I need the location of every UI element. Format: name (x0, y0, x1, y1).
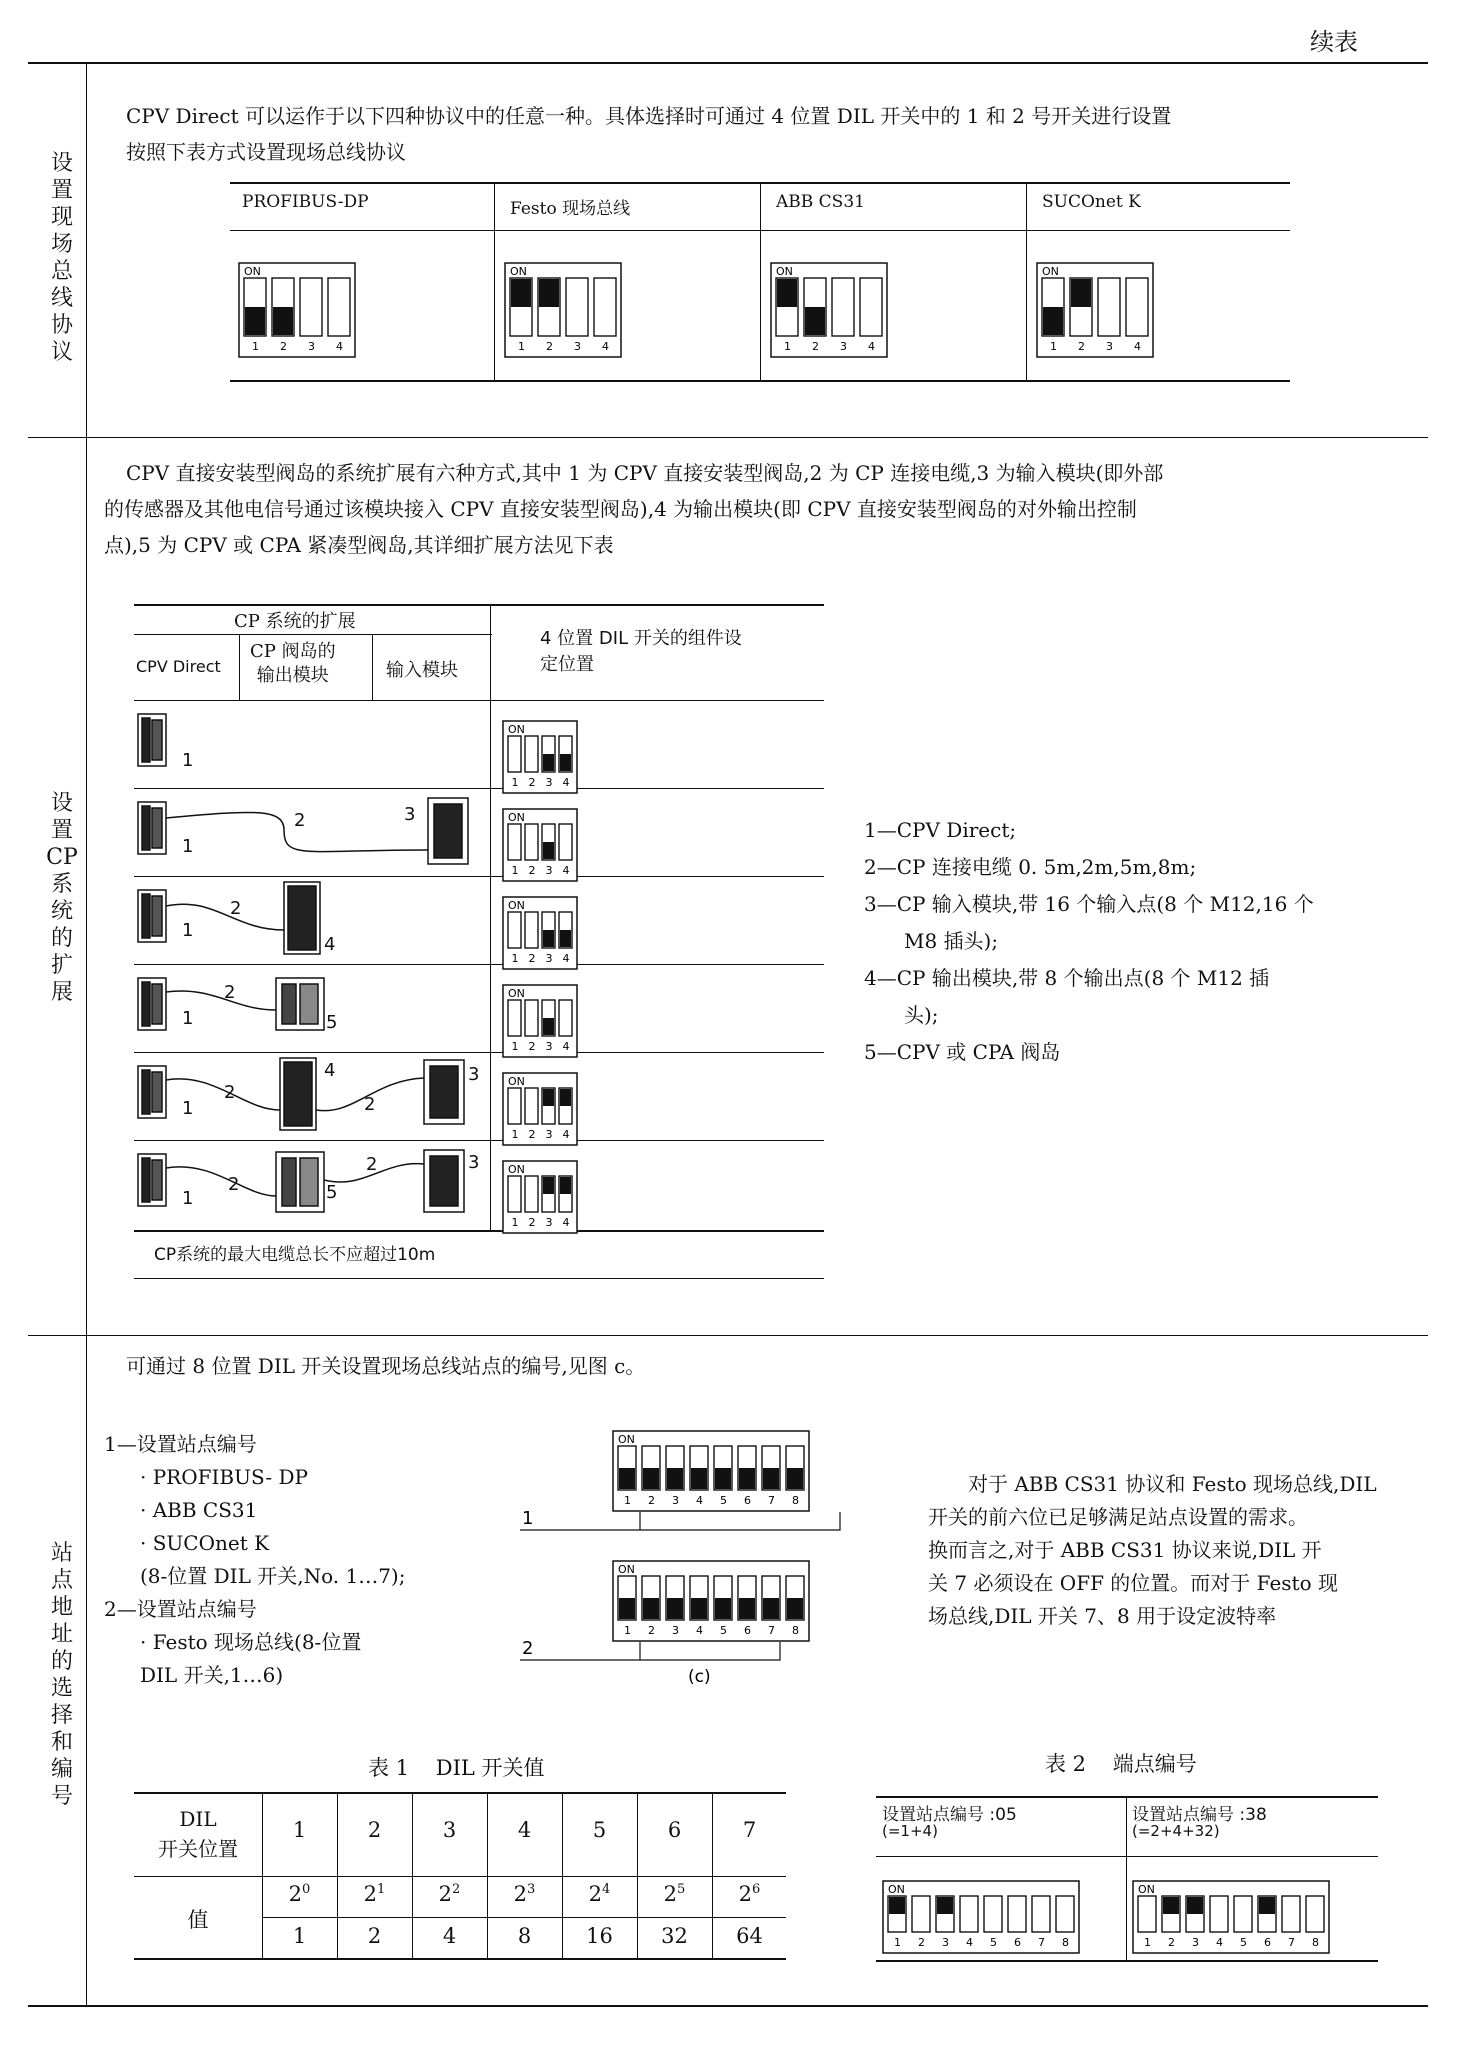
label-2: 2 (366, 1154, 378, 1175)
svg-text:ON: ON (510, 265, 527, 278)
station-list (104, 1428, 405, 1692)
svg-text:1: 1 (518, 340, 525, 353)
side-label-station: 站点地址的选择和编号 (50, 1541, 73, 1809)
svg-text:1: 1 (511, 1040, 519, 1053)
table1-value: 64 (736, 1924, 763, 1948)
table1-value: 1 (292, 1924, 307, 1948)
dil-graphic (502, 1160, 578, 1234)
svg-text:5: 5 (1240, 1936, 1247, 1949)
dil-graphic (502, 720, 578, 794)
svg-text:4: 4 (602, 340, 609, 353)
station-note (928, 1468, 1377, 1633)
table1-value: 2 (367, 1924, 382, 1948)
svg-text:2: 2 (528, 864, 536, 877)
dil-graphic (1036, 262, 1154, 358)
dil-graphic (502, 984, 578, 1058)
fig-label-1: 1 (522, 1508, 534, 1529)
label-3: 3 (468, 1152, 480, 1173)
protocol-name: ABB CS31 (776, 192, 865, 212)
svg-text:4: 4 (336, 340, 343, 353)
svg-text:ON: ON (508, 811, 525, 824)
table2-cell-sub: (=2+4+32) (1132, 1822, 1220, 1840)
table1-position: 5 (592, 1818, 607, 1842)
svg-text:1: 1 (784, 340, 791, 353)
station-list-item: · PROFIBUS- DP (140, 1465, 308, 1489)
station-list-item: · SUCOnet K (140, 1531, 270, 1555)
svg-text:3: 3 (545, 1040, 553, 1053)
svg-text:6: 6 (744, 1494, 751, 1507)
svg-text:3: 3 (574, 340, 581, 353)
note-line: 场总线,DIL 开关 7、8 用于设定波特率 (928, 1604, 1277, 1628)
svg-text:8: 8 (792, 1494, 799, 1507)
svg-text:2: 2 (648, 1624, 655, 1637)
protocol-intro2: 按照下表方式设置现场总线协议 (126, 140, 406, 164)
table1-position: 7 (742, 1818, 757, 1842)
svg-text:2: 2 (528, 1128, 536, 1141)
svg-text:7: 7 (1288, 1936, 1295, 1949)
note-line: 换而言之,对于 ABB CS31 协议来说,DIL 开 (928, 1538, 1322, 1562)
svg-text:2: 2 (528, 952, 536, 965)
left-column-rule (86, 62, 87, 2007)
note-line: 对于 ABB CS31 协议和 Festo 现场总线,DIL (968, 1472, 1377, 1496)
svg-text:4: 4 (966, 1936, 973, 1949)
svg-text:1: 1 (511, 776, 519, 789)
table1-row-label: DIL 开关位置 (158, 1807, 238, 1861)
svg-text:4: 4 (562, 1040, 570, 1053)
svg-text:7: 7 (768, 1624, 775, 1637)
label-2: 2 (228, 1174, 240, 1195)
svg-text:1: 1 (1144, 1936, 1151, 1949)
svg-text:3: 3 (545, 1216, 553, 1229)
svg-text:1: 1 (894, 1936, 901, 1949)
svg-text:2: 2 (812, 340, 819, 353)
svg-text:5: 5 (720, 1494, 727, 1507)
label-1: 1 (182, 920, 194, 941)
dil-graphic (502, 1072, 578, 1146)
protocol-table (230, 182, 1290, 382)
protocol-intro: CPV Direct 可以运作于以下四种协议中的任意一种。具体选择时可通过 4 位置 DIL 开关中的 1 和 2 号开关进行设置 (126, 104, 1172, 128)
legend-item: 2—CP 连接电缆 0. 5m,2m,5m,8m; (864, 855, 1197, 879)
label-3: 3 (468, 1064, 480, 1085)
svg-text:2: 2 (1168, 1936, 1175, 1949)
table1-power: $2^1$ (363, 1882, 386, 1906)
svg-text:3: 3 (308, 340, 315, 353)
top-rule (28, 62, 1428, 64)
protocol-name: SUCOnet K (1042, 192, 1141, 212)
note-line: 开关的前六位已足够满足站点设置的需求。 (928, 1505, 1308, 1529)
legend-item: 头); (904, 1003, 939, 1027)
legend-item: 3—CP 输入模块,带 16 个输入点(8 个 M12,16 个 (864, 892, 1314, 916)
svg-text:3: 3 (1192, 1936, 1199, 1949)
svg-text:3: 3 (942, 1936, 949, 1949)
dil-switch-4 (502, 984, 578, 1062)
svg-text:5: 5 (990, 1936, 997, 1949)
svg-text:1: 1 (511, 1216, 519, 1229)
svg-text:ON: ON (244, 265, 261, 278)
svg-text:ON: ON (618, 1433, 635, 1446)
svg-text:6: 6 (1264, 1936, 1271, 1949)
legend-item: 5—CPV 或 CPA 阀岛 (864, 1040, 1061, 1064)
svg-text:ON: ON (1042, 265, 1059, 278)
label-5: 5 (326, 1182, 338, 1203)
svg-text:3: 3 (545, 776, 553, 789)
cp-diagrams (134, 700, 490, 1230)
dil-graphic (502, 808, 578, 882)
dil-switch-4 (502, 1072, 578, 1150)
svg-text:ON: ON (776, 265, 793, 278)
cp-col-input: 输入模块 (386, 660, 458, 681)
legend-item: 4—CP 输出模块,带 8 个输出点(8 个 M12 插 (864, 966, 1270, 990)
table2-cell-sub: (=1+4) (882, 1822, 938, 1840)
fig-label-2: 2 (522, 1638, 534, 1659)
station-list-item: · Festo 现场总线(8-位置 (140, 1630, 362, 1654)
table1-position: 1 (292, 1818, 307, 1842)
label-2: 2 (230, 898, 242, 919)
svg-text:4: 4 (1134, 340, 1141, 353)
svg-text:3: 3 (1106, 340, 1113, 353)
side-label-cp: 设置CP系统的扩展 (46, 791, 78, 1005)
svg-text:2: 2 (528, 776, 536, 789)
dil-graphic (882, 1880, 1080, 1954)
table1-power: $2^2$ (438, 1882, 461, 1906)
svg-text:6: 6 (744, 1624, 751, 1637)
svg-text:2: 2 (546, 340, 553, 353)
svg-text:ON: ON (1138, 1883, 1155, 1896)
svg-text:4: 4 (562, 776, 570, 789)
svg-text:2: 2 (528, 1040, 536, 1053)
svg-text:4: 4 (562, 952, 570, 965)
cp-col-cpv-direct: CPV Direct (136, 657, 221, 676)
dil-switch-4 (770, 262, 888, 362)
cp-header-group: CP 系统的扩展 (234, 611, 356, 632)
cp-col-output: CP 阀岛的 输出模块 (250, 641, 336, 686)
dil-graphic (770, 262, 888, 358)
svg-text:4: 4 (696, 1494, 703, 1507)
dil-switch-4 (238, 262, 356, 362)
svg-text:1: 1 (511, 952, 519, 965)
table2-cell-label: 设置站点编号 :38 (1132, 1805, 1267, 1825)
table1-power: $2^0$ (288, 1882, 311, 1906)
svg-text:1: 1 (1050, 340, 1057, 353)
cp-col-dil: 4 位置 DIL 开关的组件设 定位置 (540, 628, 742, 675)
svg-text:ON: ON (618, 1563, 635, 1576)
svg-text:ON: ON (508, 899, 525, 912)
svg-text:2: 2 (280, 340, 287, 353)
svg-text:4: 4 (562, 864, 570, 877)
label-1: 1 (182, 750, 194, 771)
svg-text:4: 4 (1216, 1936, 1223, 1949)
dil-switch-4 (1036, 262, 1154, 362)
svg-text:1: 1 (252, 340, 259, 353)
station-list-item: 2—设置站点编号 (104, 1597, 257, 1621)
cp-table (134, 604, 824, 1279)
table1 (134, 1792, 786, 1960)
cpv-direct-module (138, 714, 166, 766)
table1-power: $2^4$ (588, 1882, 611, 1906)
cp-intro-line: CPV 直接安装型阀岛的系统扩展有六种方式,其中 1 为 CPV 直接安装型阀岛,2 为 CP 连接电缆,3 为输入模块(即外部 (126, 461, 1164, 485)
dil-switch-8 (1132, 1880, 1330, 1958)
table1-position: 2 (367, 1818, 382, 1842)
svg-text:8: 8 (1312, 1936, 1319, 1949)
svg-text:1: 1 (624, 1494, 631, 1507)
svg-text:3: 3 (672, 1624, 679, 1637)
svg-text:ON: ON (508, 1163, 525, 1176)
table1-power: $2^3$ (513, 1882, 536, 1906)
cp-intro-line: 的传感器及其他电信号通过该模块接入 CPV 直接安装型阀岛),4 为输出模块(即 CPV 直接安装型阀岛的对外输出控制 (104, 497, 1137, 521)
table2-cell-label: 设置站点编号 :05 (882, 1805, 1017, 1825)
dil-graphic (502, 896, 578, 970)
svg-text:ON: ON (508, 723, 525, 736)
svg-text:3: 3 (545, 1128, 553, 1141)
station-list-item: DIL 开关,1…6) (140, 1663, 284, 1687)
svg-text:8: 8 (792, 1624, 799, 1637)
svg-text:1: 1 (511, 1128, 519, 1141)
side-label-protocol: 设置现场总线协议 (50, 151, 73, 365)
label-2: 2 (364, 1094, 376, 1115)
label-4: 4 (324, 934, 336, 955)
svg-text:3: 3 (545, 864, 553, 877)
svg-text:3: 3 (545, 952, 553, 965)
dil-switch-4 (502, 808, 578, 886)
dil-graphic (238, 262, 356, 358)
label-1: 1 (182, 1098, 194, 1119)
svg-text:4: 4 (562, 1128, 570, 1141)
svg-text:7: 7 (768, 1494, 775, 1507)
dil-switch-4 (502, 896, 578, 974)
table1-value: 32 (661, 1924, 688, 1948)
label-1: 1 (182, 1188, 194, 1209)
svg-text:4: 4 (562, 1216, 570, 1229)
table1-value: 8 (517, 1924, 532, 1948)
svg-text:6: 6 (1014, 1936, 1021, 1949)
figure-c (520, 1430, 860, 1690)
table1-power: $2^6$ (738, 1882, 761, 1906)
dil-switch-4 (502, 720, 578, 798)
label-1: 1 (182, 1008, 194, 1029)
svg-text:3: 3 (840, 340, 847, 353)
svg-text:2: 2 (918, 1936, 925, 1949)
table1-title: 表 1 DIL 开关值 (368, 1756, 545, 1780)
dil-switch-8 (882, 1880, 1080, 1958)
fig-caption: (c) (688, 1667, 711, 1687)
table2 (876, 1796, 1378, 1962)
label-3: 3 (404, 804, 416, 825)
station-list-item: 1—设置站点编号 (104, 1432, 257, 1456)
svg-text:ON: ON (508, 987, 525, 1000)
table1-power: $2^5$ (663, 1882, 686, 1906)
svg-text:2: 2 (648, 1494, 655, 1507)
table1-row-label: 值 (187, 1908, 209, 1932)
bottom-rule (28, 2005, 1428, 2007)
note-line: 关 7 必须设在 OFF 的位置。而对于 Festo 现 (928, 1571, 1338, 1595)
svg-text:4: 4 (868, 340, 875, 353)
protocol-name: Festo 现场总线 (510, 199, 631, 219)
table1-position: 6 (667, 1818, 682, 1842)
cp-legend (864, 812, 1314, 1071)
svg-text:ON: ON (508, 1075, 525, 1088)
table1-value: 16 (586, 1924, 613, 1948)
legend-item: 1—CPV Direct; (864, 818, 1017, 842)
station-list-item: · ABB CS31 (140, 1498, 258, 1522)
dil-graphic (1132, 1880, 1330, 1954)
svg-text:7: 7 (1038, 1936, 1045, 1949)
svg-text:1: 1 (511, 864, 519, 877)
dil-switch-4 (502, 1160, 578, 1238)
svg-text:2: 2 (528, 1216, 536, 1229)
label-1: 1 (182, 836, 194, 857)
label-2: 2 (224, 1082, 236, 1103)
dil-switch-4 (504, 262, 622, 362)
label-2: 2 (294, 810, 306, 831)
label-4: 4 (324, 1060, 336, 1081)
dil-graphic (504, 262, 622, 358)
continued-label: 续表 (1310, 28, 1358, 56)
station-list-item: (8-位置 DIL 开关,No. 1…7); (140, 1564, 406, 1588)
table1-value: 4 (442, 1924, 457, 1948)
svg-text:3: 3 (672, 1494, 679, 1507)
svg-text:2: 2 (1078, 340, 1085, 353)
legend-item: M8 插头); (904, 929, 999, 953)
svg-text:1: 1 (624, 1624, 631, 1637)
protocol-name: PROFIBUS-DP (242, 192, 369, 212)
table1-position: 4 (517, 1818, 532, 1842)
svg-text:4: 4 (696, 1624, 703, 1637)
section-divider-1 (28, 437, 1428, 438)
cp-footer: CP系统的最大电缆总长不应超过10m (154, 1245, 436, 1265)
station-intro: 可通过 8 位置 DIL 开关设置现场总线站点的编号,见图 c。 (126, 1354, 646, 1378)
table1-position: 3 (442, 1818, 457, 1842)
svg-text:ON: ON (888, 1883, 905, 1896)
label-2: 2 (224, 982, 236, 1003)
table2-title: 表 2 端点编号 (1045, 1752, 1197, 1776)
section-divider-2 (28, 1335, 1428, 1336)
svg-text:8: 8 (1062, 1936, 1069, 1949)
cp-intro-line: 点),5 为 CPV 或 CPA 紧凑型阀岛,其详细扩展方法见下表 (104, 533, 614, 557)
label-5: 5 (326, 1012, 338, 1033)
svg-text:5: 5 (720, 1624, 727, 1637)
